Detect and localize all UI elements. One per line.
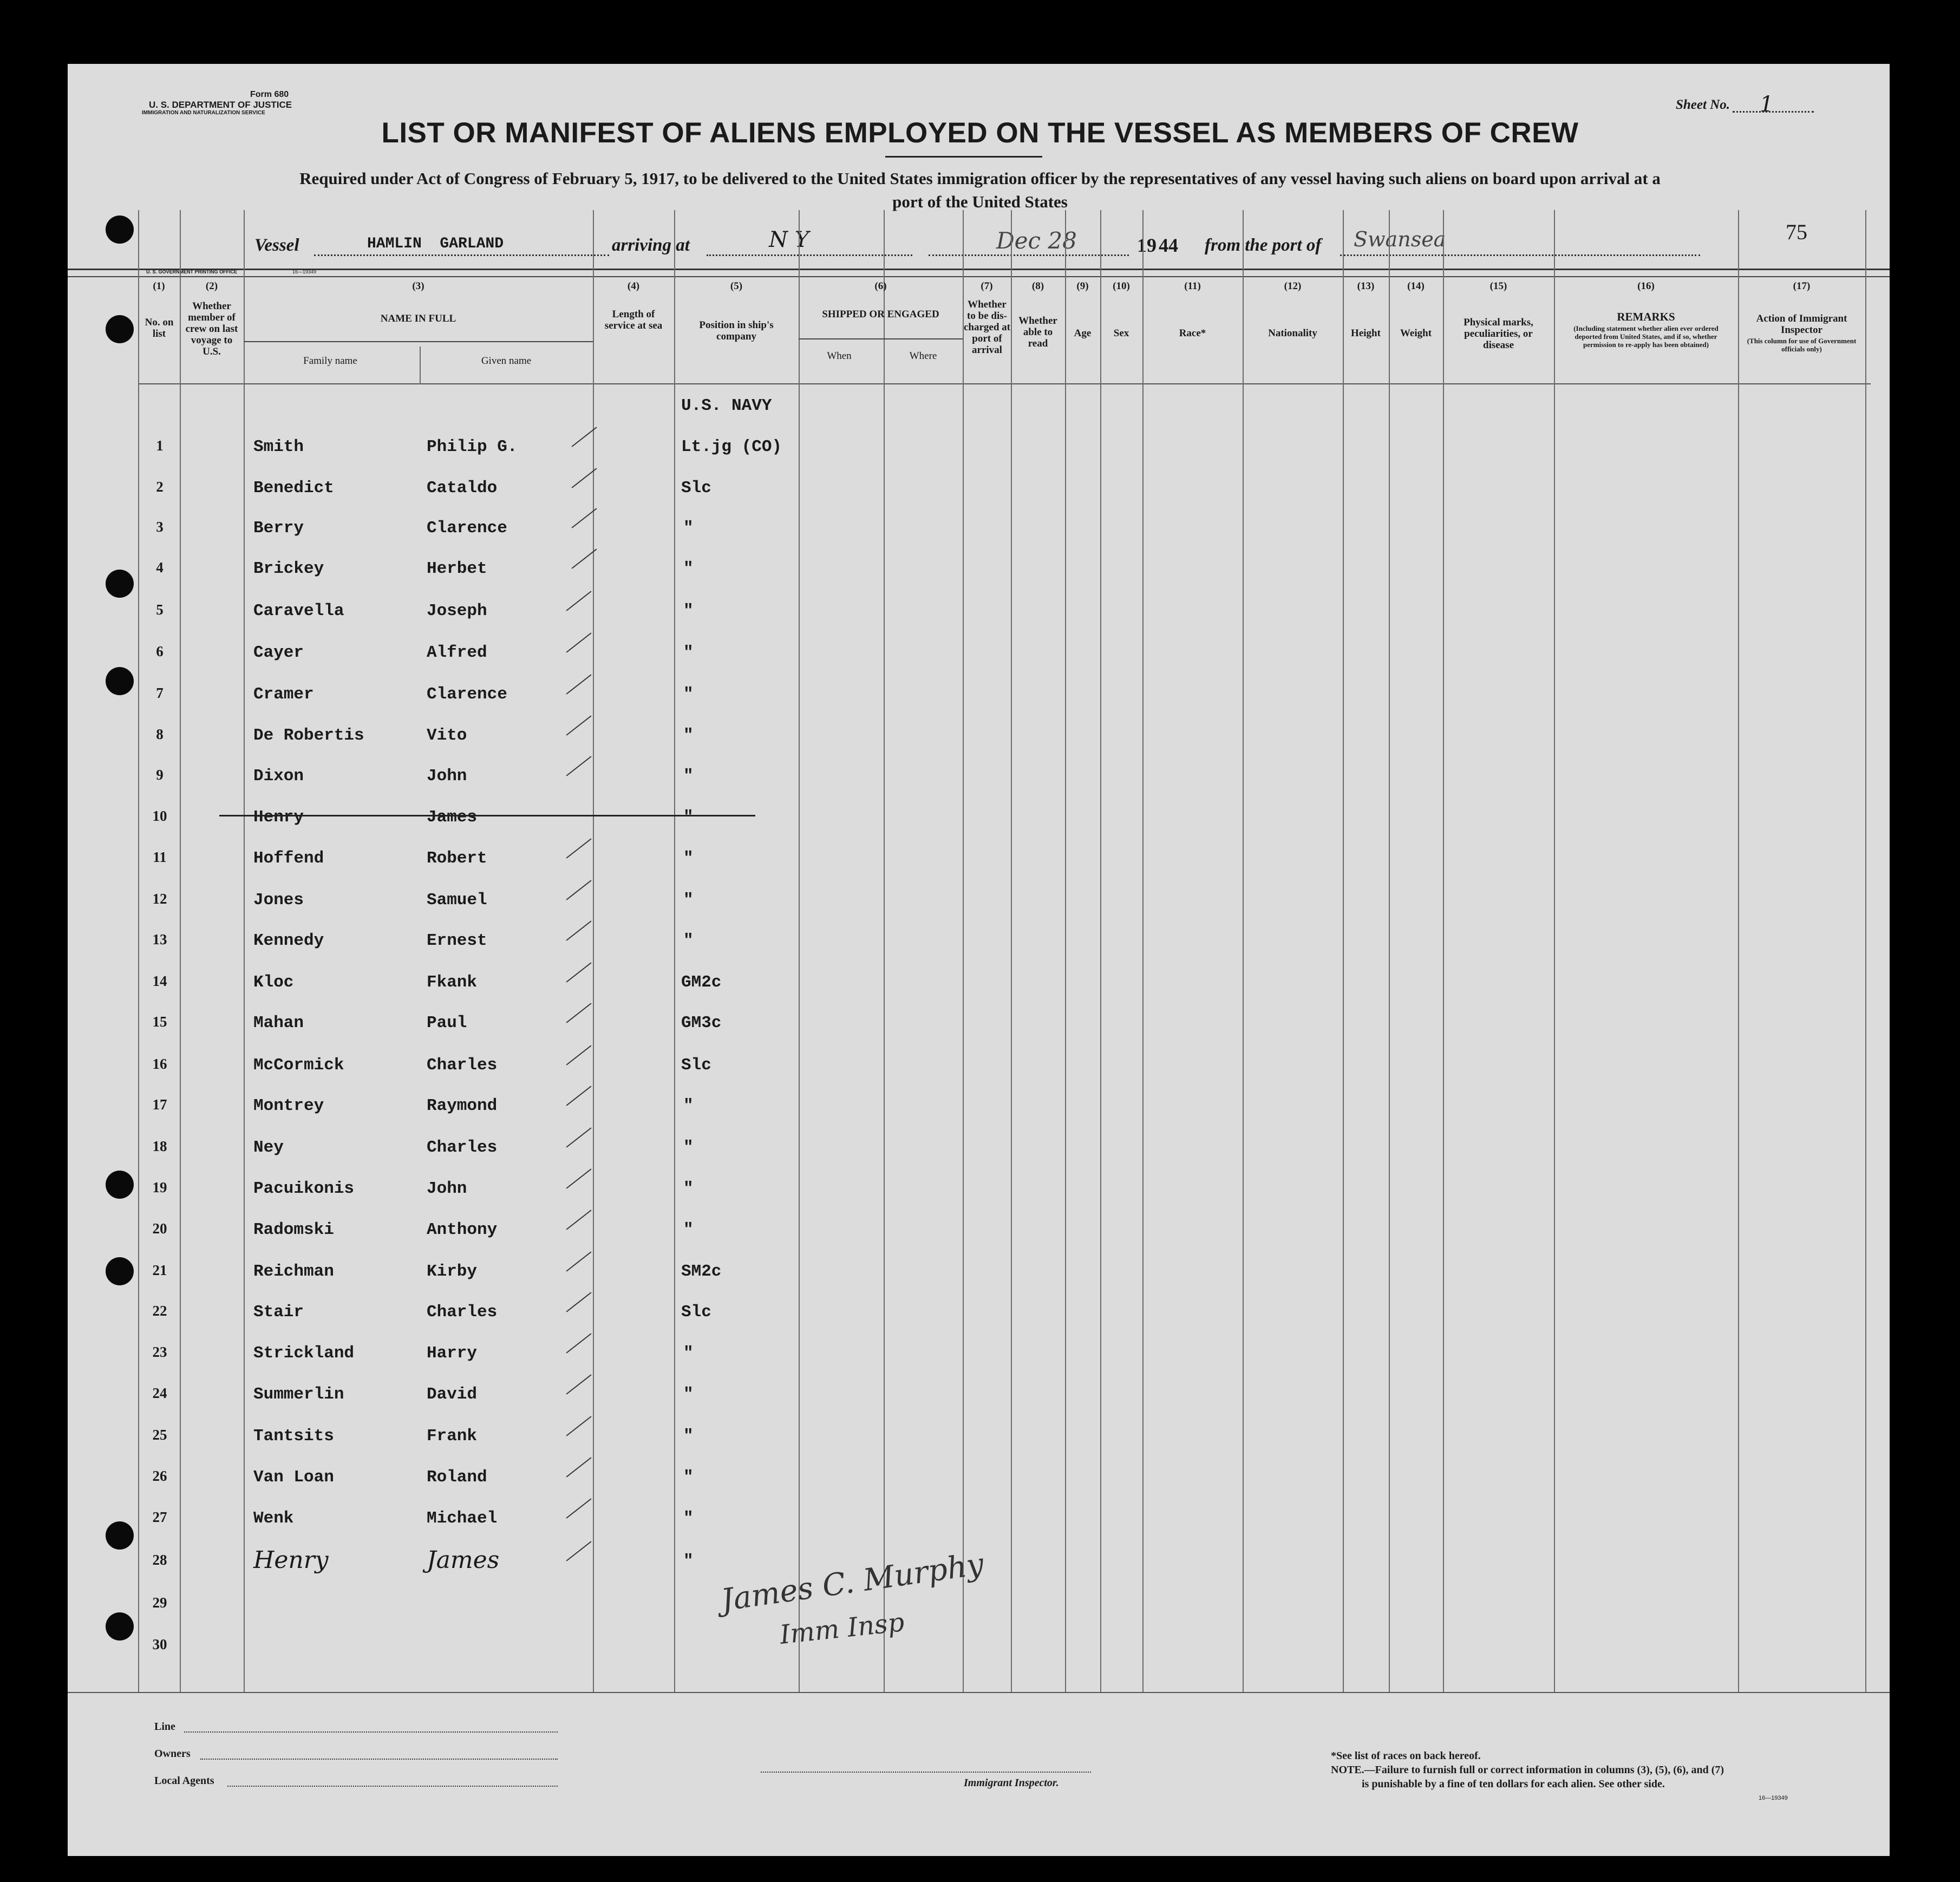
given-name-cell: Harry [427,1344,478,1363]
position-cell: " [683,1220,694,1239]
family-name-cell: Tantsits [253,1427,334,1446]
row-number: 1 [156,437,164,454]
row-number: 20 [152,1220,167,1237]
position-cell: " [683,643,694,662]
family-name-cell: Caravella [253,602,344,620]
col-num-4: (4) [627,280,640,292]
row-number: 3 [156,519,164,535]
title-rule [885,156,1042,158]
footer-owners-rule [200,1759,558,1760]
col-line [1142,210,1144,1692]
col-line [180,210,181,1692]
family-name-cell: Cramer [253,685,314,704]
family-name-cell: Stair [253,1303,304,1322]
header-weight: Weight [1400,328,1432,339]
punch-hole [106,570,134,598]
given-name-cell: James [427,808,478,827]
sheet-value: 1 [1760,92,1774,117]
row-number: 30 [152,1636,167,1652]
col-line [1100,210,1101,1692]
position-cell: " [683,1385,694,1404]
family-name-cell: Reichman [253,1262,334,1281]
position-cell: GM3c [681,1014,722,1033]
col-num-14: (14) [1407,280,1425,292]
row-10-strikethrough [219,815,755,816]
row-number: 18 [152,1138,167,1154]
given-name-cell: Kirby [427,1262,478,1281]
family-name-cell: Henry [253,1546,329,1574]
header-age: Age [1074,328,1092,339]
punch-hole [106,1171,134,1199]
position-cell: Slc [681,1303,711,1322]
position-cell: " [683,1427,694,1446]
row-number: 26 [152,1468,167,1484]
header-sex: Sex [1113,328,1129,339]
row-number: 5 [156,602,164,618]
date-value: Dec 28 [996,227,1077,254]
family-name-cell: Cayer [253,643,304,662]
col-line [1343,210,1344,1692]
footer-note: NOTE.—Failure to furnish full or correct information in columns (3), (5), (6), and (7) [1331,1764,1724,1776]
header-shipped-or-engaged: SHIPPED OR ENGAGED [822,309,939,320]
given-name-cell: John [427,1179,467,1198]
printing-office: U. S. GOVERNMENT PRINTING OFFICE [146,269,238,275]
position-cell: " [683,1179,694,1198]
year-value: 44 [1159,234,1178,256]
table-top-rule [68,269,1890,270]
header-inspector-action: Action of Immigrant Inspector [1756,313,1847,336]
position-cell: " [683,1344,694,1363]
subtitle-line-1: Required under Act of Congress of February 5, 1917, to be delivered to the United States immigration officer by the representatives of any vessel having such aliens on board upon arrival at a [299,169,1661,188]
name-sub-rule [244,341,593,342]
given-name-cell: Clarence [427,685,507,704]
family-name-cell: De Robertis [253,726,364,745]
row-number: 23 [152,1344,167,1360]
col-num-15: (15) [1489,280,1507,292]
header-discharged: Whether to be dis-charged at port of arrival [964,299,1011,356]
family-name-cell: Kloc [253,973,294,992]
position-cell: GM2c [681,973,722,992]
footer-code: 16—19349 [1759,1795,1788,1801]
position-cell: " [683,685,694,704]
vessel-value: HAMLIN GARLAND [367,236,504,252]
position-cell: Slc [681,1056,711,1075]
col-line [1443,210,1444,1692]
row-number: 15 [152,1014,167,1030]
header-remarks: REMARKS [1617,310,1675,323]
given-name-cell: Joseph [427,602,487,620]
col-num-8: (8) [1031,280,1044,292]
header-bottom-rule [138,383,1871,384]
given-name-cell: John [427,767,467,786]
col-num-7: (7) [981,280,993,292]
position-cell: " [683,559,694,578]
sheet-label: Sheet No. [1676,97,1730,112]
punch-hole [106,667,134,695]
family-name-cell: Brickey [253,559,324,578]
family-name-cell: Smith [253,437,304,456]
given-name-cell: Anthony [427,1220,498,1239]
row-number: 16 [152,1056,167,1072]
family-name-cell: Berry [253,519,304,538]
header-member-of-crew: Whether member of crew on last voyage to U.S. [185,300,238,357]
position-cell: " [683,891,694,910]
department: U. S. DEPARTMENT OF JUSTICE [149,100,292,110]
col-num-3: (3) [412,280,424,292]
col-num-10: (10) [1113,280,1130,292]
position-cell: SM2c [681,1262,722,1281]
given-name-cell: Cataldo [427,479,498,498]
given-name-cell: Alfred [427,643,487,662]
family-name-cell: Montrey [253,1096,324,1115]
position-cell: " [683,849,694,868]
family-name-cell: Henry [253,808,304,827]
navy-note: U.S. NAVY [681,396,772,415]
row-number: 2 [156,479,164,495]
given-name-cell: Paul [427,1014,467,1033]
vessel-label: Vessel [254,236,299,255]
col-line [799,210,800,1692]
row-number: 25 [152,1427,167,1443]
row-number: 14 [152,973,167,989]
punch-hole [106,1521,134,1550]
header-when: When [827,350,852,362]
row-number: 21 [152,1262,167,1278]
vessel-line [314,254,609,256]
given-name-cell: Philip G. [427,437,518,456]
footer-line-rule [184,1731,558,1733]
position-cell: " [683,1096,694,1115]
col-num-11: (11) [1184,280,1201,292]
row-number: 24 [152,1385,167,1401]
family-name-cell: Kennedy [253,931,324,950]
col-num-9: (9) [1076,280,1089,292]
print-code: 16—19349 [292,269,317,275]
family-name-cell: Mahan [253,1014,304,1033]
col-num-13: (13) [1357,280,1375,292]
header-name-in-full: NAME IN FULL [380,313,456,324]
given-name-cell: Samuel [427,891,487,910]
footer-owners-label: Owners [154,1748,191,1760]
from-label: from the port of [1205,236,1322,255]
col-num-17: (17) [1793,280,1811,292]
family-name-cell: Van Loan [253,1468,334,1487]
position-cell: " [683,519,694,538]
family-name-cell: Pacuikonis [253,1179,355,1198]
given-name-cell: Raymond [427,1096,498,1115]
family-name-cell: Dixon [253,767,304,786]
position-cell: " [683,808,694,827]
header-nationality: Nationality [1268,328,1317,339]
position-cell: " [683,931,694,950]
inspector-signature-title: Imm Insp [778,1607,906,1650]
footer-note-2: is punishable by a fine of ten dollars for each alien. See other side. [1362,1778,1665,1790]
inspector-signature: James C. Murphy [718,1546,986,1618]
col-line [1738,210,1739,1692]
given-name-cell: James [427,1546,500,1574]
form-title: LIST OR MANIFEST OF ALIENS EMPLOYED ON THE VESSEL AS MEMBERS OF CREW [381,117,1579,149]
family-name-cell: Benedict [253,479,334,498]
header-height: Height [1351,328,1381,339]
header-where: Where [909,350,937,362]
family-name-cell: McCormick [253,1056,344,1075]
family-name-cell: Hoffend [253,849,324,868]
col-line [138,210,139,1692]
col-line [674,210,675,1692]
given-name-cell: Charles [427,1056,498,1075]
col-line [963,210,964,1692]
shipped-sub-rule [799,338,963,339]
col-line [1065,210,1066,1692]
col-line [884,210,885,1692]
footer-inspector-rule [761,1772,1091,1773]
family-name-cell: Ney [253,1138,284,1157]
given-name-cell: Michael [427,1509,498,1528]
from-value: Swansea [1354,227,1446,251]
row-number: 4 [156,559,164,576]
header-length-of-service: Length of service at sea [604,309,663,331]
col-line [244,210,245,1692]
punch-hole [106,315,134,343]
col-line [1865,210,1866,1692]
header-given-name: Given name [481,355,532,367]
punch-hole [106,1612,134,1641]
position-cell: " [683,1552,694,1571]
family-name-cell: Summerlin [253,1385,344,1404]
given-name-cell: Charles [427,1138,498,1157]
col-line [1389,210,1390,1692]
given-name-cell: David [427,1385,478,1404]
given-name-cell: Clarence [427,519,507,538]
family-name-cell: Radomski [253,1220,334,1239]
stamp-number: 75 [1786,220,1807,244]
row-number: 13 [152,931,167,947]
row-number: 11 [153,849,167,865]
position-cell: " [683,1468,694,1487]
punch-hole [106,215,134,244]
row-number: 22 [152,1303,167,1319]
header-physical-marks: Physical marks, peculiarities, or disease [1464,317,1533,351]
header-position: Position in ship's company [699,319,774,342]
footer-race-note: *See list of races on back hereof. [1331,1750,1481,1762]
header-inspector-note: (This column for use of Government officials only) [1747,337,1857,353]
given-name-cell: Charles [427,1303,498,1322]
given-name-cell: Frank [427,1427,478,1446]
col-num-6: (6) [874,280,887,292]
col-line [1011,210,1012,1692]
position-cell: " [683,1509,694,1528]
row-number: 19 [152,1179,167,1195]
col-num-2: (2) [205,280,218,292]
header-race: Race* [1179,328,1206,339]
arriving-line [707,254,912,256]
row-number: 10 [152,808,167,824]
row-number: 9 [156,767,164,783]
footer-agents-label: Local Agents [154,1775,214,1787]
subtitle-line-2: port of the United States [892,192,1068,211]
position-cell: " [683,767,694,786]
from-line [1340,254,1700,256]
given-name-cell: Vito [427,726,467,745]
given-name-cell: Robert [427,849,487,868]
row-number: 7 [156,685,164,701]
year-prefix: 19 [1137,234,1157,256]
header-family-name: Family name [303,355,357,367]
row-number: 28 [152,1552,167,1568]
arriving-value: N Y [769,227,809,252]
position-cell: " [683,602,694,620]
col-num-12: (12) [1284,280,1302,292]
position-cell: " [683,1138,694,1157]
col-num-5: (5) [730,280,743,292]
row-number: 29 [152,1595,167,1611]
col-num-16: (16) [1637,280,1655,292]
row-number: 12 [152,891,167,907]
given-name-cell: Herbet [427,559,487,578]
table-header-rule [68,276,1890,277]
row-number: 17 [152,1096,167,1113]
position-cell: " [683,726,694,745]
col-line [1554,210,1555,1692]
row-number: 27 [152,1509,167,1525]
row-number: 6 [156,643,164,659]
family-name-cell: Strickland [253,1344,355,1363]
footer-line-label: Line [154,1721,175,1733]
table-bottom-rule [68,1692,1890,1693]
footer-agents-rule [227,1786,558,1787]
row-number: 8 [156,726,164,742]
given-name-cell: Fkank [427,973,478,992]
col-line [593,210,594,1692]
date-line [929,254,1129,256]
header-remarks-note: (Including statement whether alien ever ordered deported from United States, and if so, whether permission to re-apply has been obtained) [1573,324,1719,349]
header-able-to-read: Whether able to read [1018,315,1057,349]
header-no-on-list: No. on list [145,317,174,339]
service: IMMIGRATION AND NATURALIZATION SERVICE [142,110,265,116]
given-name-cell: Roland [427,1468,487,1487]
family-name-cell: Wenk [253,1509,294,1528]
footer-inspector-label: Immigrant Inspector. [964,1777,1059,1789]
punch-hole [106,1257,134,1285]
form-number: Form 680 [250,90,289,99]
position-cell: Slc [681,479,711,498]
arriving-label: arriving at [612,236,690,255]
position-cell: Lt.jg (CO) [681,437,782,456]
col-line [1243,210,1244,1692]
given-name-cell: Ernest [427,931,487,950]
col-num-1: (1) [153,280,165,292]
family-name-cell: Jones [253,891,304,910]
